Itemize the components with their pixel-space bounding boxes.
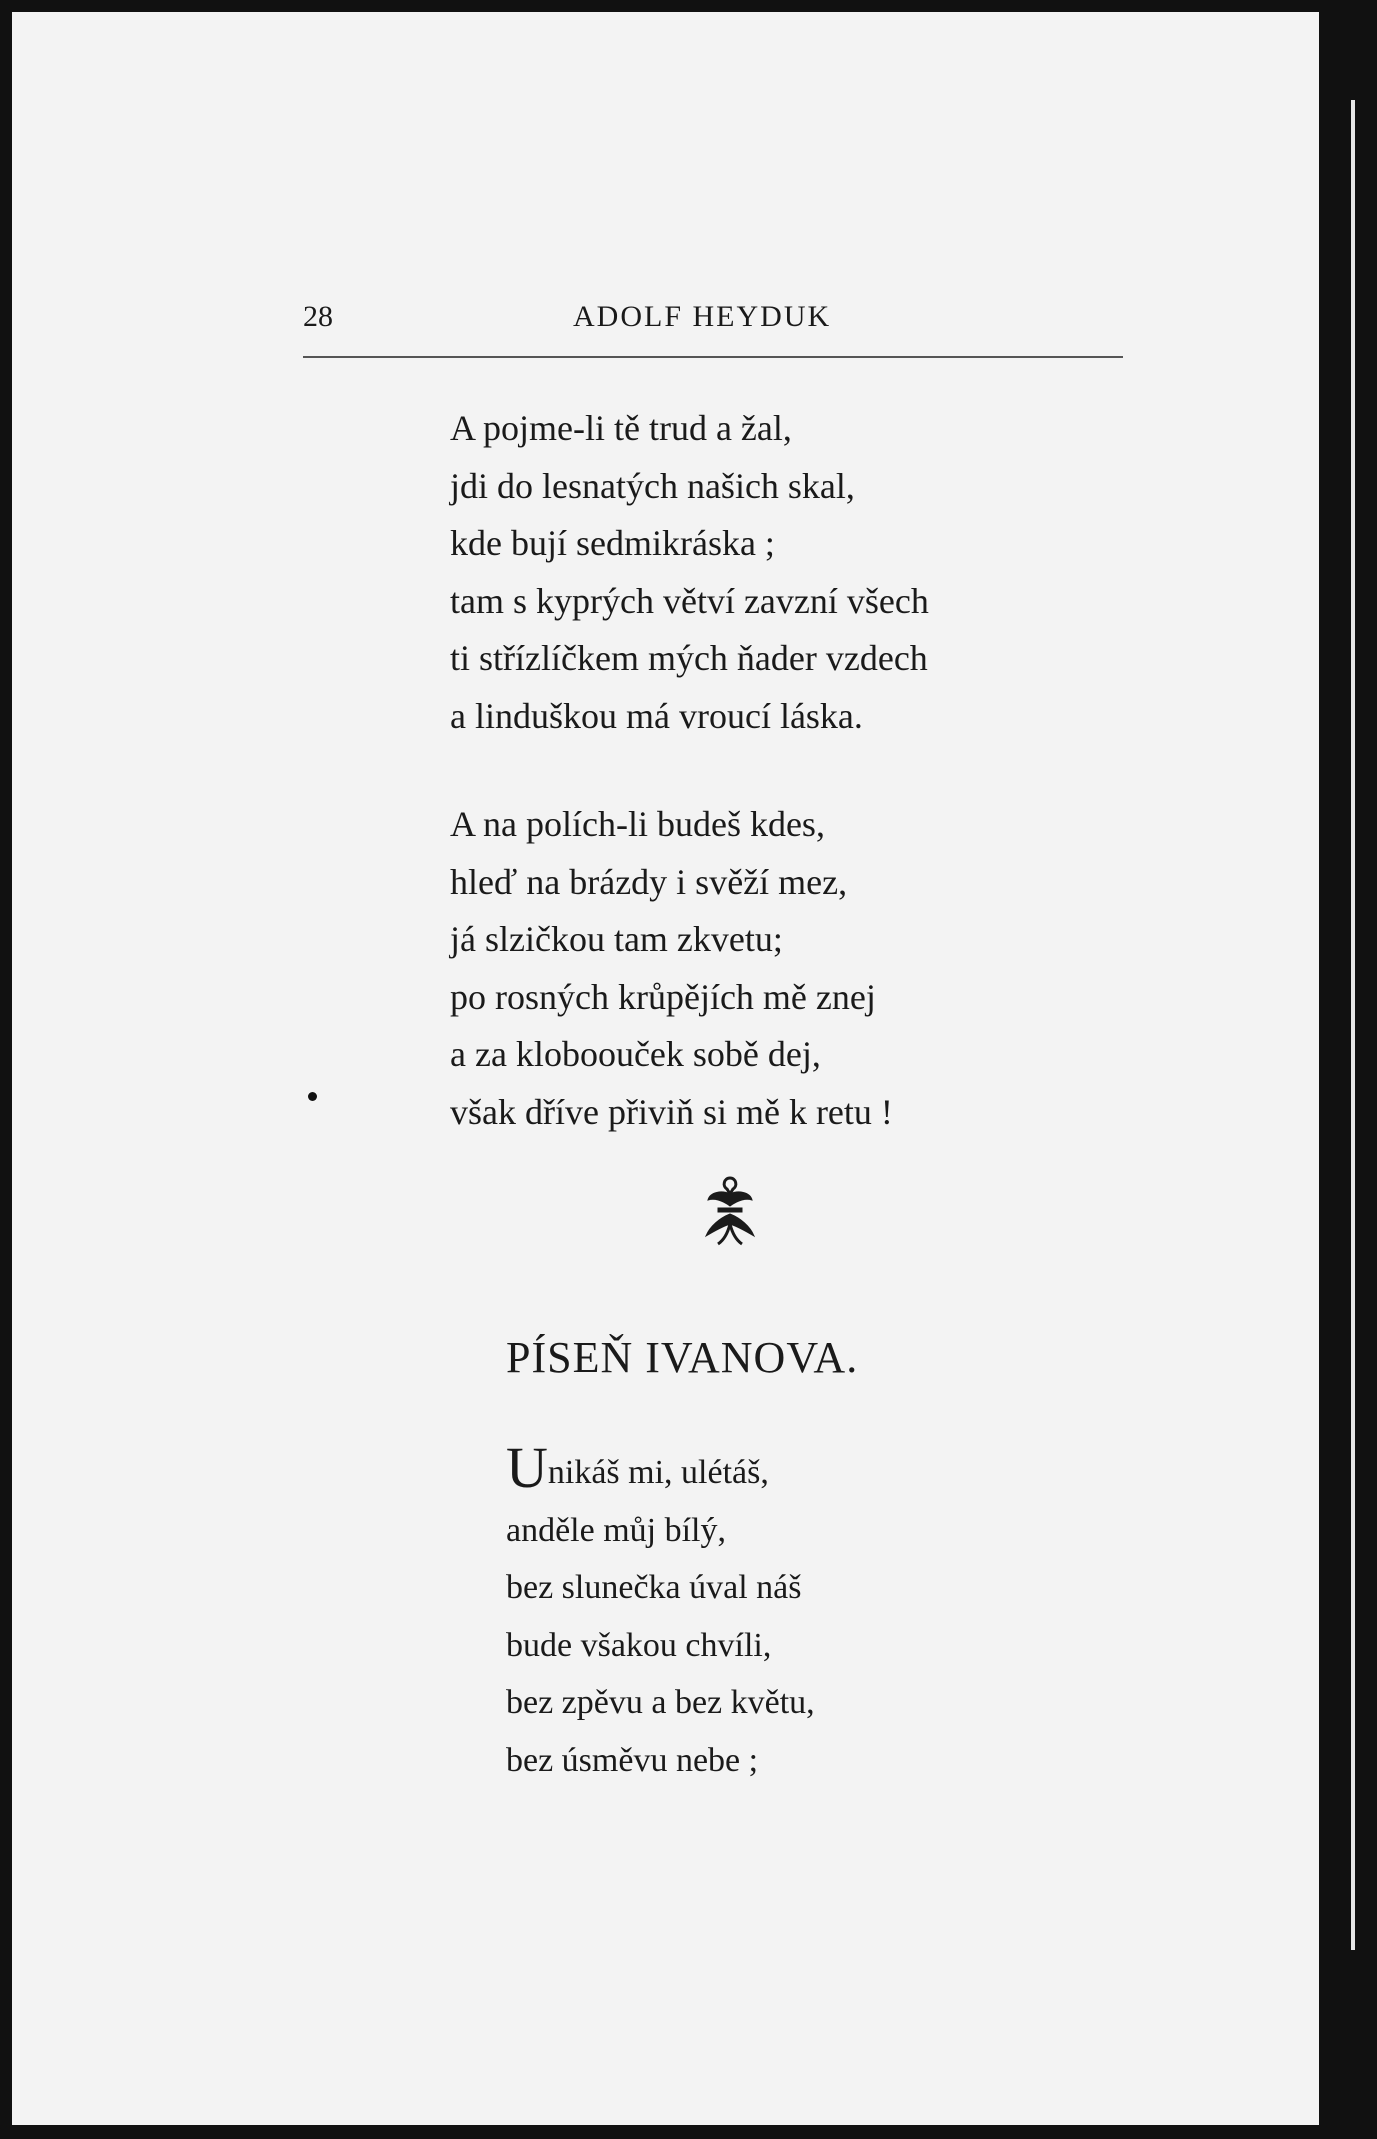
stanza-1 [450, 400, 929, 745]
verse-line: bez úsměvu nebe ; [506, 1741, 759, 1779]
verse-line: bude všakou chvíli, [506, 1626, 772, 1664]
first-line-text: nikáš mi, ulétáš, [547, 1454, 769, 1491]
verse-line: jdi do lesnatých našich skal, [450, 465, 855, 506]
stanza-2 [450, 796, 893, 1141]
running-head [303, 300, 1123, 358]
verse-line: po rosných krůpějích mě znej [450, 976, 876, 1017]
verse-line: však dříve přiviň si mě k retu ! [450, 1091, 893, 1132]
fleuron-ornament-icon [700, 1172, 760, 1252]
drop-initial: U [506, 1435, 548, 1500]
verse-line: hleď na brázdy i svěží mez, [450, 861, 848, 902]
verse-line: bez zpěvu a bez květu, [506, 1684, 815, 1721]
poem-title: PÍSEŇ IVANOVA. [506, 1333, 859, 1382]
ink-speck [308, 1092, 317, 1101]
book-page-edge [1319, 0, 1377, 2139]
page-edge-line [1351, 100, 1355, 1950]
verse-line: bez slunečka úval náš [506, 1569, 802, 1606]
verse-line: a za kloboouček sobě dej, [450, 1034, 821, 1074]
running-title: ADOLF HEYDUK [573, 300, 832, 333]
verse-line: a linduškou má vroucí láska. [450, 695, 863, 736]
verse-line: kde bují sedmikráska ; [450, 523, 775, 563]
verse-line: tam s kyprých větví zavzní všech [450, 580, 929, 621]
verse-line: anděle můj bílý, [506, 1511, 727, 1549]
page-number: 28 [303, 300, 333, 333]
verse-line: ti střízlíčkem mých ňader vzdech [450, 638, 928, 678]
verse-line: A pojme-li tě trud a žal, [450, 408, 792, 448]
verse-line-first [506, 1435, 815, 1502]
verse-line: já slzičkou tam zkvetu; [450, 919, 783, 959]
poem-body [506, 1435, 815, 1789]
verse-line: A na polích-li budeš kdes, [450, 804, 825, 844]
